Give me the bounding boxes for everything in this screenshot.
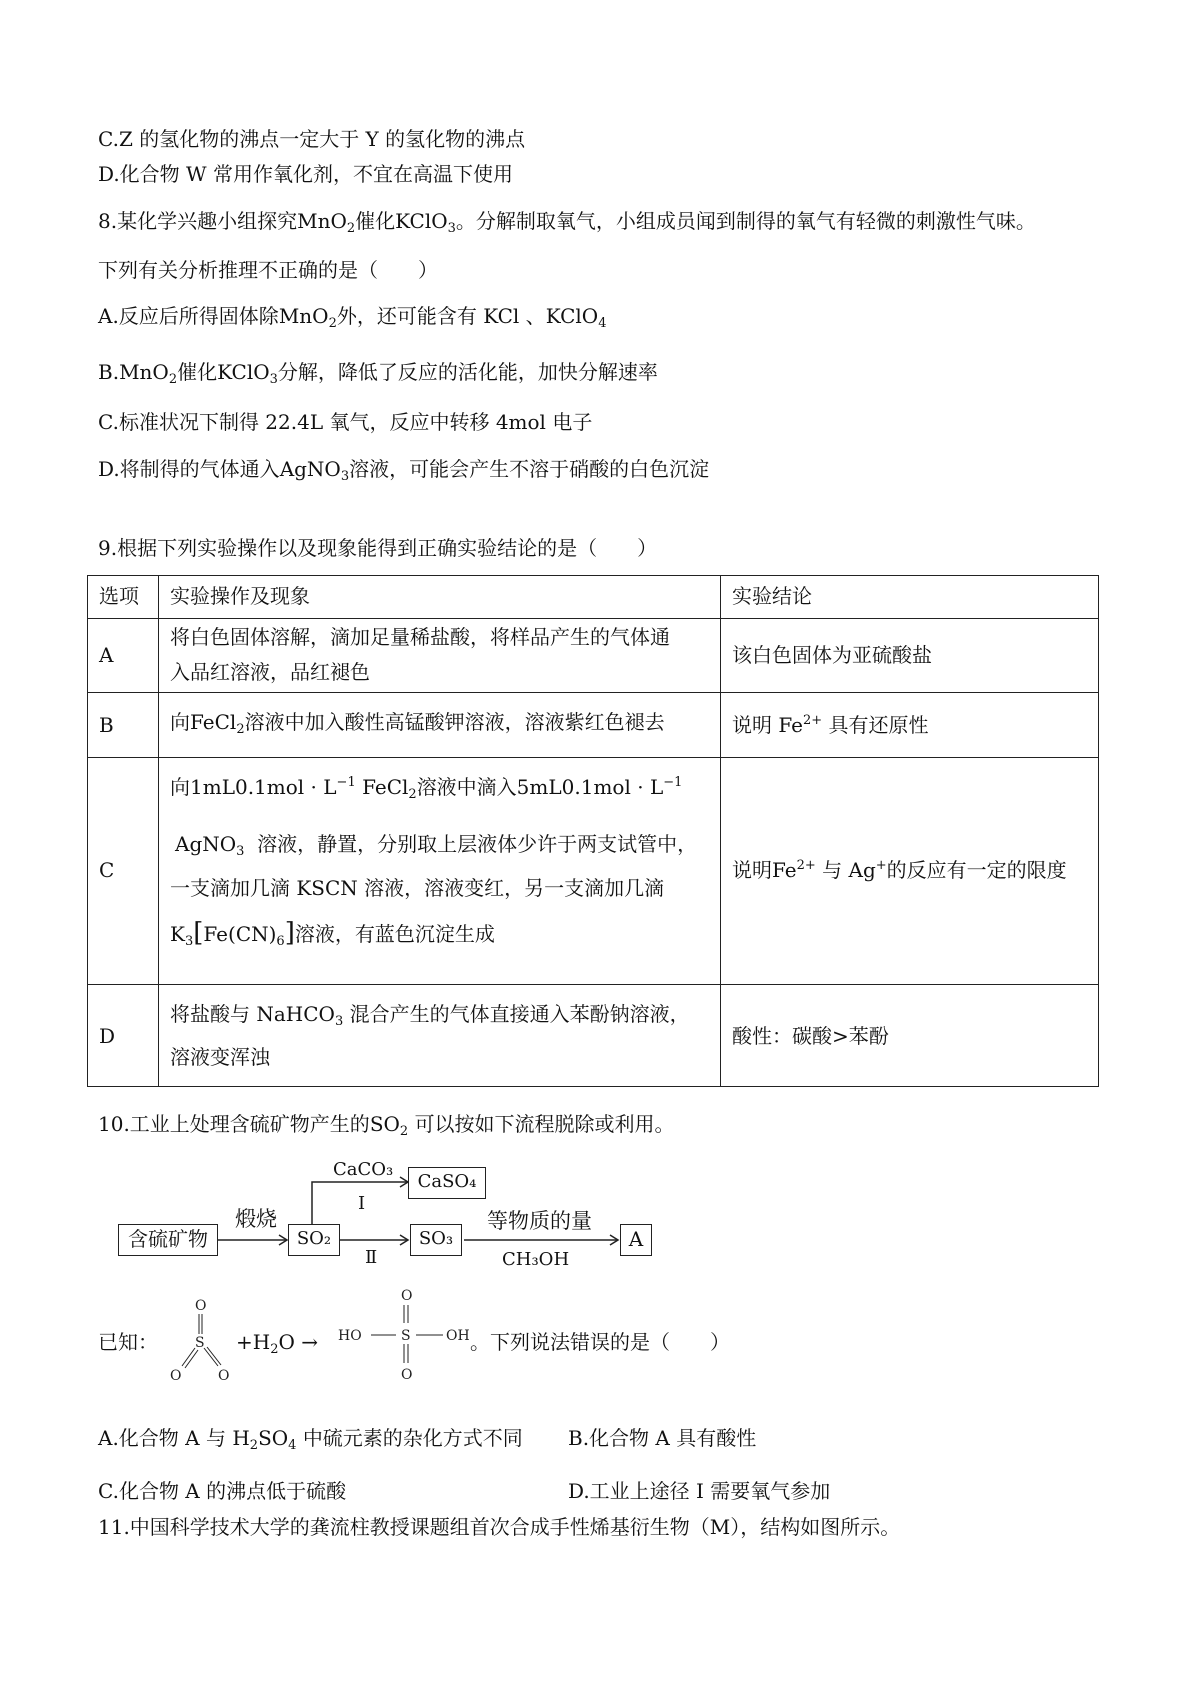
table-header-operation: 实验操作及现象 xyxy=(170,584,310,608)
sulfuric-acid-structure xyxy=(330,1285,480,1395)
row-a-conclusion: 该白色固体为亚硫酸盐 xyxy=(732,643,932,667)
svg-text:O: O xyxy=(401,1288,413,1304)
svg-text:O: O xyxy=(401,1367,413,1383)
q10-option-a: A.化合物 A 与 $H_2SO_4$ 中硫元素的杂化方式不同 xyxy=(98,1426,523,1453)
row-d-label: D xyxy=(99,1024,116,1048)
row-c-operation-line2: AgNO$_3$ 溶液，静置，分别取上层液体少许于两支试管中， xyxy=(175,832,698,859)
row-a-operation-line2: 入品红溶液，品红褪色 xyxy=(170,660,370,684)
water-reactant: $+H_2O$ → xyxy=(236,1330,318,1357)
row-b-label: B xyxy=(99,713,114,737)
experiment-table xyxy=(87,575,1099,1087)
table-header-option: 选项 xyxy=(99,584,139,608)
row-c-operation-line1: 向$1mL0.1mol \cdot L^{-1}$ FeCl$_2$溶液中滴入$5mL0.1mol \cdot L^{-1}$ xyxy=(170,775,683,802)
known-label: 已知： xyxy=(98,1330,158,1354)
row-a-label: A xyxy=(99,643,114,667)
row-c-label: C xyxy=(99,858,115,882)
equal-amount-label: 等物质的量 xyxy=(487,1209,592,1233)
so3-structure xyxy=(162,1296,242,1386)
svg-text:S: S xyxy=(401,1328,411,1344)
q10-option-b: B.化合物 A 具有酸性 xyxy=(568,1426,757,1450)
q8-option-b: B.MnO$_2$催化KClO$_3$分解，降低了反应的活化能，加快分解速率 xyxy=(98,360,658,387)
q8-stem-line2: 下列有关分析推理不正确的是（ ） xyxy=(98,258,438,282)
row-c-operation-line4: $K_3[Fe(CN)_6]$溶液，有蓝色沉淀生成 xyxy=(170,918,495,949)
row-a-operation-line1: 将白色固体溶解，滴加足量稀盐酸，将样品产生的气体通 xyxy=(170,625,670,649)
svg-text:OH: OH xyxy=(446,1328,470,1344)
q9-stem: 9.根据下列实验操作以及现象能得到正确实验结论的是（ ） xyxy=(98,536,658,560)
q7-option-c: C.Z 的氢化物的沸点一定大于 Y 的氢化物的沸点 xyxy=(98,127,526,151)
row-b-conclusion: 说明 $Fe^{2+}$ 具有还原性 xyxy=(732,713,929,737)
product-a-box: A xyxy=(620,1224,652,1256)
q10-option-c: C.化合物 A 的沸点低于硫酸 xyxy=(98,1479,347,1503)
caso4-box: CaSO₄ xyxy=(408,1167,486,1199)
q10-option-d: D.工业上途径 I 需要氧气参加 xyxy=(568,1479,831,1503)
q10-stem: 10.工业上处理含硫矿物产生的$SO_2$ 可以按如下流程脱除或利用。 xyxy=(98,1112,675,1139)
q8-option-c: C.标准状况下制得 22.4L 氧气，反应中转移 4mol 电子 xyxy=(98,410,593,434)
svg-text:HO: HO xyxy=(338,1328,362,1344)
calcine-label: 煅烧 xyxy=(235,1207,277,1231)
ore-box: 含硫矿物 xyxy=(118,1224,218,1256)
svg-text:O: O xyxy=(195,1298,207,1314)
table-header-conclusion: 实验结论 xyxy=(732,584,812,608)
row-d-operation-line1: 将盐酸与 NaHCO$_3$ 混合产生的气体直接通入苯酚钠溶液， xyxy=(170,1002,690,1029)
svg-text:O: O xyxy=(218,1368,230,1384)
so3-box: SO₃ xyxy=(410,1224,462,1256)
row-d-operation-line2: 溶液变浑浊 xyxy=(170,1045,270,1069)
q8-stem: 8.某化学兴趣小组探究MnO$_2$催化KClO$_3$。分解制取氧气，小组成员闻到制得的氧气有轻微的刺激性气味。 xyxy=(98,209,1036,236)
q7-option-d: D.化合物 W 常用作氧化剂，不宜在高温下使用 xyxy=(98,162,513,186)
caco3-label: CaCO₃ xyxy=(333,1159,394,1180)
row-c-conclusion: 说明$Fe^{2+}$ 与 Ag+的反应有一定的限度 xyxy=(732,858,1067,882)
ch3oh-label: CH₃OH xyxy=(502,1249,570,1270)
svg-text:O: O xyxy=(170,1368,182,1384)
so2-box: SO₂ xyxy=(288,1224,340,1256)
route-1-label: I xyxy=(358,1193,366,1214)
svg-text:S: S xyxy=(195,1335,205,1351)
q10-question: 。下列说法错误的是（ ） xyxy=(470,1330,730,1354)
q8-option-a: A.反应后所得固体除MnO$_2$外，还可能含有 KCl 、KClO$_4$ xyxy=(98,304,607,331)
route-2-label: Ⅱ xyxy=(365,1247,378,1268)
q11-stem: 11.中国科学技术大学的龚流柱教授课题组首次合成手性烯基衍生物（M），结构如图所示。 xyxy=(98,1515,901,1539)
row-d-conclusion: 酸性：碳酸>苯酚 xyxy=(732,1024,889,1048)
q8-option-d: D.将制得的气体通入AgNO$_3$溶液，可能会产生不溶于硝酸的白色沉淀 xyxy=(98,457,710,484)
row-c-operation-line3: 一支滴加几滴 KSCN 溶液，溶液变红，另一支滴加几滴 xyxy=(170,876,665,900)
row-b-operation: 向FeCl$_2$溶液中加入酸性高锰酸钾溶液，溶液紫红色褪去 xyxy=(170,710,665,737)
